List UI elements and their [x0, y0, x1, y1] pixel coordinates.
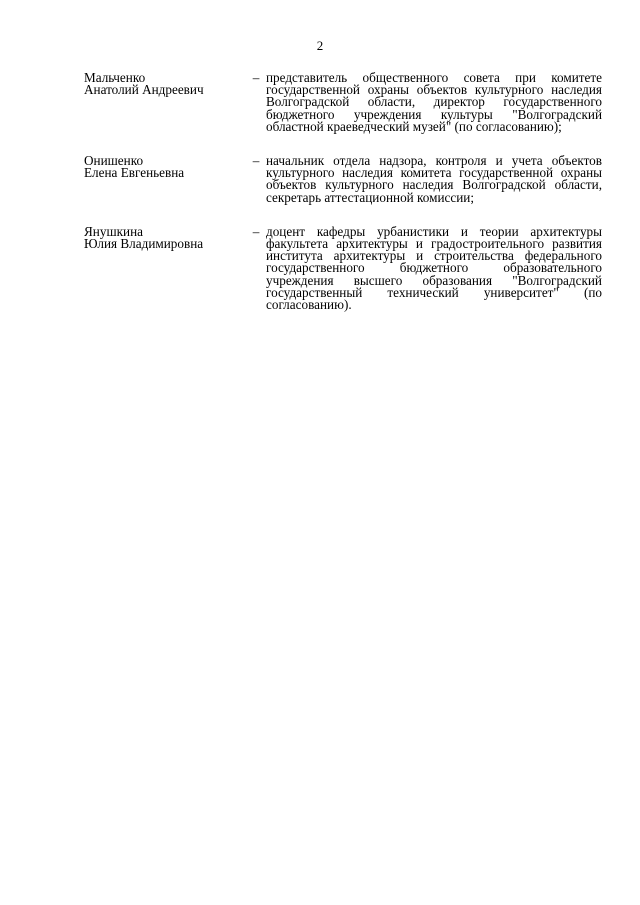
member-surname: Онишенко	[84, 153, 144, 169]
member-dash: –	[252, 70, 260, 85]
member-dash: –	[252, 223, 260, 239]
member-name	[84, 223, 246, 311]
member-surname: Янушкина	[84, 223, 143, 239]
member-name	[84, 155, 246, 204]
member-surname: Мальченко	[84, 70, 146, 85]
member-entry-onishenko	[84, 155, 604, 204]
member-name	[84, 72, 246, 133]
member-entry-yanushkina	[84, 223, 604, 313]
member-description: представитель общественного совета при комитете государственной охраны объектов культурного наследия Волгоградской области, директор государственного бюджетного учреждения культуры "Волгоградский областной краеведческий музей" (по согласованию);	[266, 70, 602, 134]
page-number: 2	[316, 38, 324, 53]
member-given-names: Анатолий Андреевич	[84, 82, 204, 98]
member-given-names: Елена Евгеньевна	[84, 165, 185, 181]
member-description: начальник отдела надзора, контроля и учета объектов культурного наследия комитета государственной охраны объектов культурного наследия Волгоградской области, секретарь аттестационной комиссии;	[266, 153, 602, 205]
member-entry-malchenko	[84, 72, 604, 133]
member-description: доцент кафедры урбанистики и теории архитектуры факультета архитектуры и градостроительного развития института архитектуры и строительства федерального государственного бюджетного образовательного учреждения высшего образования "Волгоградский государственный технический университет" (по согласованию).	[266, 223, 602, 313]
member-dash: –	[252, 153, 260, 169]
commission-member-list	[84, 72, 604, 333]
member-given-names: Юлия Владимировна	[84, 236, 204, 252]
